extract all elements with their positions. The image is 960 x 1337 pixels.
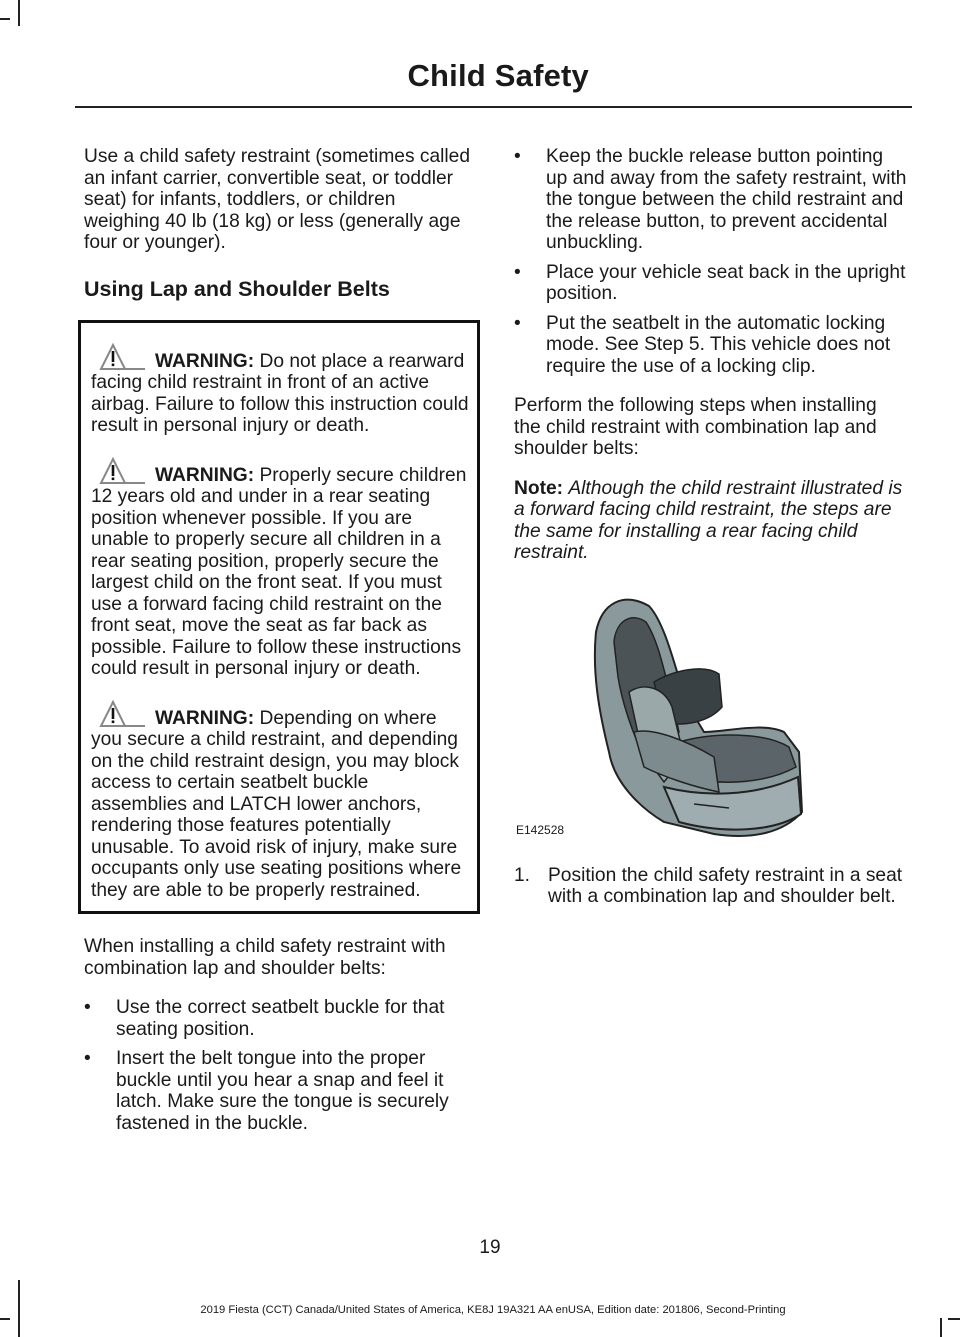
warning-item — [91, 341, 469, 437]
crop-mark — [948, 1318, 960, 1320]
list-item-text: Keep the buckle release button pointing up and away from the safety restraint, with the tongue between the child restraint and the release button, to prevent accidental unbuckling. — [546, 146, 907, 253]
warning-text: Properly secure children 12 years old and under in a rear seating position whenever possible. If you are unable to properly secure all children in a rear seating position, properly secure the largest child on the front seat. If you must use a forward facing child restraint on the front seat, move the seat as far back as possible. Failure to follow these instructions could result in personal injury or death. — [91, 464, 467, 679]
installing-bullet-list — [84, 997, 476, 1134]
bullet-mark: • — [514, 312, 521, 334]
steps-list — [514, 865, 908, 908]
note-paragraph — [514, 478, 908, 564]
intro-paragraph: Use a child safety restraint (sometimes called an infant carrier, convertible seat, or toddler seat) for infants, toddlers, or children weighing 40 lb (18 kg) or less (generally age four or younger). — [84, 146, 471, 253]
bullet-mark: • — [84, 997, 91, 1018]
warning-triangle-icon — [99, 698, 149, 728]
figure-label: E142528 — [516, 823, 565, 837]
list-item — [514, 262, 908, 305]
note-text: Although the child restraint illustrated is a forward facing child restraint, the steps are the same for installing a rear facing child restraint. — [514, 477, 903, 563]
header-divider — [75, 106, 912, 108]
child-seat-illustration — [514, 582, 908, 847]
warning-label: WARNING: — [155, 464, 255, 486]
page-title: Child Safety — [407, 58, 589, 93]
warning-label: WARNING: — [155, 707, 255, 729]
section-heading: Using Lap and Shoulder Belts — [84, 276, 390, 301]
step-number: 1. — [514, 864, 531, 886]
bullet-mark: • — [514, 146, 521, 167]
warning-item — [91, 455, 469, 680]
crop-mark — [940, 1318, 942, 1337]
page-number: 19 — [479, 1237, 501, 1258]
warning-text: Do not place a rearward facing child restraint in front of an active airbag. Failure to follow this instruction could result in personal injury or death. — [91, 350, 469, 436]
step-text: Position the child safety restraint in a seat with a combination lap and shoulder belt. — [548, 864, 903, 907]
buckle-bullet-list — [514, 146, 908, 377]
list-item-text: Place your vehicle seat back in the upright position. — [546, 261, 906, 304]
warning-label: WARNING: — [155, 350, 255, 372]
footer-edition-text: 2019 Fiesta (CCT) Canada/United States of America, KE8J 19A321 AA enUSA, Edition date: 201806, Second-Printing — [200, 1304, 786, 1316]
list-item — [84, 997, 476, 1040]
crop-mark — [0, 1318, 10, 1320]
list-item-text: Use the correct seatbelt buckle for that seating position. — [116, 997, 445, 1040]
bullet-mark: • — [514, 261, 521, 283]
warning-item — [91, 698, 469, 902]
list-item-text: Insert the belt tongue into the proper buckle until you hear a snap and feel it latch. Make sure the tongue is securely fastened in the buckle. — [116, 1048, 449, 1134]
crop-mark — [18, 0, 20, 26]
note-label: Note: — [514, 477, 564, 499]
warning-box — [78, 320, 480, 915]
crop-mark — [0, 18, 10, 20]
list-item — [84, 1048, 476, 1134]
list-item-text: Put the seatbelt in the automatic locking mode. See Step 5. This vehicle does not require the use of a locking clip. — [546, 312, 891, 377]
step-item — [514, 865, 908, 908]
bullet-mark: • — [84, 1048, 91, 1069]
left-column — [84, 146, 476, 1152]
warning-triangle-icon — [99, 341, 149, 371]
installing-intro: When installing a child safety restraint with combination lap and shoulder belts: — [84, 936, 446, 979]
right-column — [514, 146, 908, 908]
list-item — [514, 313, 908, 378]
perform-steps-paragraph: Perform the following steps when installing the child restraint with combination lap and shoulder belts: — [514, 395, 877, 459]
child-seat-drawing — [514, 582, 908, 847]
warning-triangle-icon — [99, 455, 149, 485]
list-item — [514, 146, 908, 254]
warning-text: Depending on where you secure a child restraint, and depending on the child restraint design, you may block access to certain seatbelt buckle assemblies and LATCH lower anchors, rendering those features potentially unusable. To avoid risk of injury, make sure occupants only use seating positions where they are able to be properly restrained. — [91, 707, 462, 901]
